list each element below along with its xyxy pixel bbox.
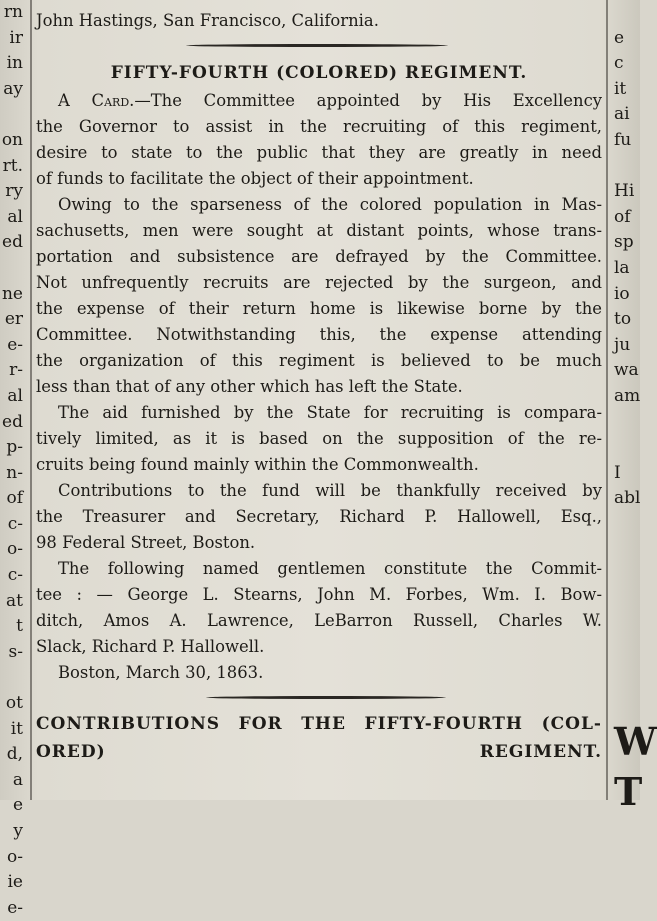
right-fragment-text [610,563,640,589]
left-fragment-text: ie [7,872,23,893]
right-fragment-text: am [614,385,641,406]
left-fragment-text: o- [7,539,23,560]
para2-line: portation and subsistence are defrayed by the Committee. [36,247,602,266]
para2-line: Owing to the sparseness of the colored population in Mas- [58,195,602,214]
left-fragment-text: e [12,795,23,816]
right-fragment-text: abl [614,488,641,509]
right-fragment-text [610,537,640,563]
left-fragment-text [0,102,26,128]
column-rule-left [30,0,32,800]
right-fragment-text: la [614,257,630,278]
left-fragment-text: t [16,616,23,637]
para1-line: the Governor to assist in the recruiting of this regiment, [36,117,602,136]
para4-line: 98 Federal Street, Boston. [36,533,256,552]
right-fragment-text: ai [614,104,630,125]
top-line: John Hastings, San Francisco, California. [36,11,379,30]
para5-line: The following named gentlemen constitute the Commit- [58,559,602,578]
right-fragment-text: Hi [614,181,635,202]
left-fragment-text: e- [7,897,23,918]
para2-line: sachusetts, men were sought at distant points, whose trans- [36,221,602,240]
left-fragment-text: p- [6,437,23,458]
left-column-fragment [0,0,26,918]
para2-line: Committee. Notwithstanding this, the expense attending [36,325,602,344]
right-fragment-text: wa [614,360,639,381]
right-fragment-text: e [614,27,625,48]
section-rule-2 [36,686,602,710]
left-fragment-text: s- [8,641,23,662]
right-fragment-text: I [614,462,621,483]
left-fragment-text: in [6,53,23,74]
left-fragment-text: d, [6,744,23,765]
right-fragment-text: to [614,309,632,330]
left-fragment-text: al [7,385,23,406]
right-fragment-text: T [614,768,643,814]
right-fragment-text [610,665,640,691]
right-column-fragment [610,0,657,814]
left-fragment-text: e- [7,334,23,355]
right-fragment-text: W [614,718,657,764]
right-fragment-text [610,640,640,666]
left-fragment-text: ed [2,232,23,253]
right-fragment-text [610,410,640,436]
left-fragment-text [0,256,26,282]
left-fragment-text [0,665,26,691]
para1-line: of funds to facilitate the object of their appointment. [36,169,474,188]
para3-line: The aid furnished by the State for recruiting is compara- [58,403,602,422]
left-fragment-text: y [13,821,23,841]
left-fragment-text: o- [7,846,23,867]
para2-line: the organization of this regiment is believed to be much [36,351,602,370]
left-fragment-text: a [12,769,23,790]
left-fragment-text: ry [5,181,23,202]
left-fragment-text: ed [2,411,23,432]
right-fragment-text [610,589,640,615]
article-heading: FIFTY-FOURTH (COLORED) REGIMENT. [110,63,528,83]
para5-line: Slack, Richard P. Hallowell. [36,637,265,656]
heading2-line: CONTRIBUTIONS FOR THE FIFTY-FOURTH (COL- [36,714,602,734]
left-fragment-text: ot [5,693,23,714]
left-fragment-text: ay [3,78,23,99]
left-fragment-text: n- [6,462,23,483]
right-fragment-text [610,0,640,26]
heading2-line: ORED) REGIMENT. [36,742,602,762]
left-fragment-text: ir [9,27,23,48]
right-fragment-text [610,512,640,538]
right-fragment-text [610,154,640,180]
left-fragment-text: at [6,590,23,611]
para5-line: tee : — George L. Stearns, John M. Forbes, Wm. I. Bow- [36,585,602,604]
para4-line: Contributions to the fund will be thankfully received by [58,481,602,500]
card-label: A Card. [58,91,135,110]
column-rule-right [606,0,608,800]
article-column [36,0,602,800]
right-fragment-text [610,691,640,717]
para3-line: cruits being found mainly within the Commonwealth. [36,455,479,474]
left-fragment-text: ne [1,283,23,304]
left-fragment-text: on [1,129,23,150]
right-fragment-text [610,614,640,640]
para2-line: Not unfrequently recruits are rejected by the surgeon, and [36,273,602,292]
para5-line: ditch, Amos A. Lawrence, LeBarron Russell, Charles W. [36,611,602,630]
right-fragment-text: c [614,53,624,74]
left-fragment-text: rn [3,2,23,22]
para1-line-0: A Card.—The Committee appointed by His Excellency [58,91,603,110]
para4-line: the Treasurer and Secretary, Richard P. Hallowell, Esq., [36,507,602,526]
left-fragment-text: it [10,718,23,739]
section-rule [36,34,602,58]
right-fragment-text: sp [614,232,634,253]
para1-line: desire to state to the public that they are greatly in need [36,143,602,162]
left-fragment-text: er [4,309,23,330]
left-fragment-text: r- [9,360,23,381]
para2-line: less than that of any other which has left the State. [36,377,463,396]
left-fragment-text: of [6,488,23,509]
para2-line: the expense of their return home is likewise borne by the [36,299,602,318]
left-fragment-text: c- [7,565,23,586]
para3-line: tively limited, as it is based on the supposition of the re- [36,429,602,448]
dateline: Boston, March 30, 1863. [58,663,264,682]
left-fragment-text: al [7,206,23,227]
right-fragment-text: of [614,206,631,227]
right-fragment-text: it [614,78,627,99]
right-fragment-text: io [614,283,630,304]
right-fragment-text: ju [614,334,631,355]
left-fragment-text: rt. [2,155,23,176]
left-fragment-text: c- [7,513,23,534]
right-fragment-text: fu [614,129,632,150]
right-fragment-text [610,435,640,461]
